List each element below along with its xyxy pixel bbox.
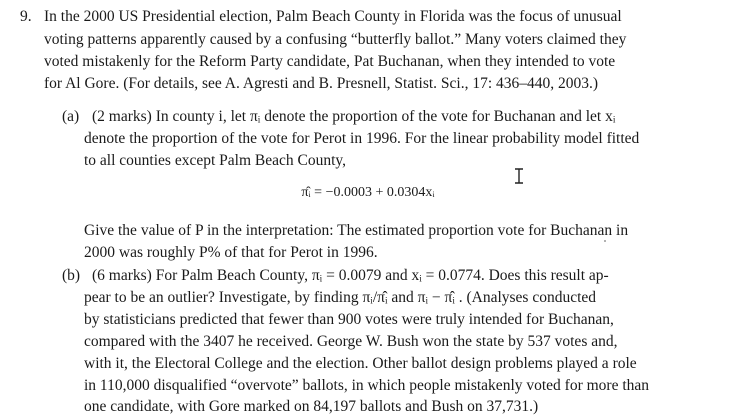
part-b-line-4: compared with the 3407 he received. George W. Bush won the state by 537 votes and,	[84, 333, 618, 350]
question-number: 9.	[20, 8, 32, 25]
intro-line-1: In the 2000 US Presidential election, Palm Beach County in Florida was the focus of unusual	[44, 8, 622, 25]
part-a-line-1: (2 marks) In county i, let πᵢ denote the proportion of the vote for Buchanan and let xᵢ	[92, 108, 616, 125]
text-cursor-icon	[514, 168, 524, 184]
part-a-label: (a)	[62, 108, 80, 125]
part-b-label: (b)	[62, 267, 81, 284]
part-b-line-6: in 110,000 disqualified “overvote” ballots, in which people mistakenly voted for more than	[84, 377, 650, 394]
part-b-line-1: (6 marks) For Palm Beach County, πᵢ = 0.0079 and xᵢ = 0.0774. Does this result ap-	[92, 267, 609, 284]
part-b-line-7: one candidate, with Gore marked on 84,197 ballots and Bush on 37,731.)	[84, 398, 539, 415]
intro-line-2: voting patterns apparently caused by a confusing “butterfly ballot.” Many voters claimed they	[44, 31, 627, 48]
part-a-after-line-2: 2000 was roughly P% of that for Perot in 1996.	[84, 244, 378, 261]
part-a-line-2: denote the proportion of the vote for Perot in 1996. For the linear probability model fitted	[84, 130, 640, 147]
part-a-after-line-1: Give the value of P in the interpretation: The estimated proportion vote for Buchanan in	[84, 222, 629, 239]
model-formula: π̂ᵢ = −0.0003 + 0.0304xᵢ	[301, 185, 435, 200]
part-b-line-2: pear to be an outlier? Investigate, by finding πᵢ/π̂ᵢ and πᵢ − π̂ᵢ . (Analyses conducted	[84, 289, 597, 306]
intro-line-4: for Al Gore. (For details, see A. Agresti and B. Presnell, Statist. Sci., 17: 436–440, 2003.)	[44, 75, 599, 92]
intro-line-3: voted mistakenly for the Reform Party candidate, Pat Buchanan, when they intended to vote	[44, 53, 616, 70]
stray-dot	[604, 240, 606, 242]
part-a-line-3: to all counties except Palm Beach County,	[84, 152, 347, 169]
part-b-line-5: with it, the Electoral College and the election. Other ballot design problems played a role	[84, 355, 637, 372]
part-b-line-3: by statisticians predicted that fewer than 900 votes were truly intended for Buchanan,	[84, 311, 614, 328]
